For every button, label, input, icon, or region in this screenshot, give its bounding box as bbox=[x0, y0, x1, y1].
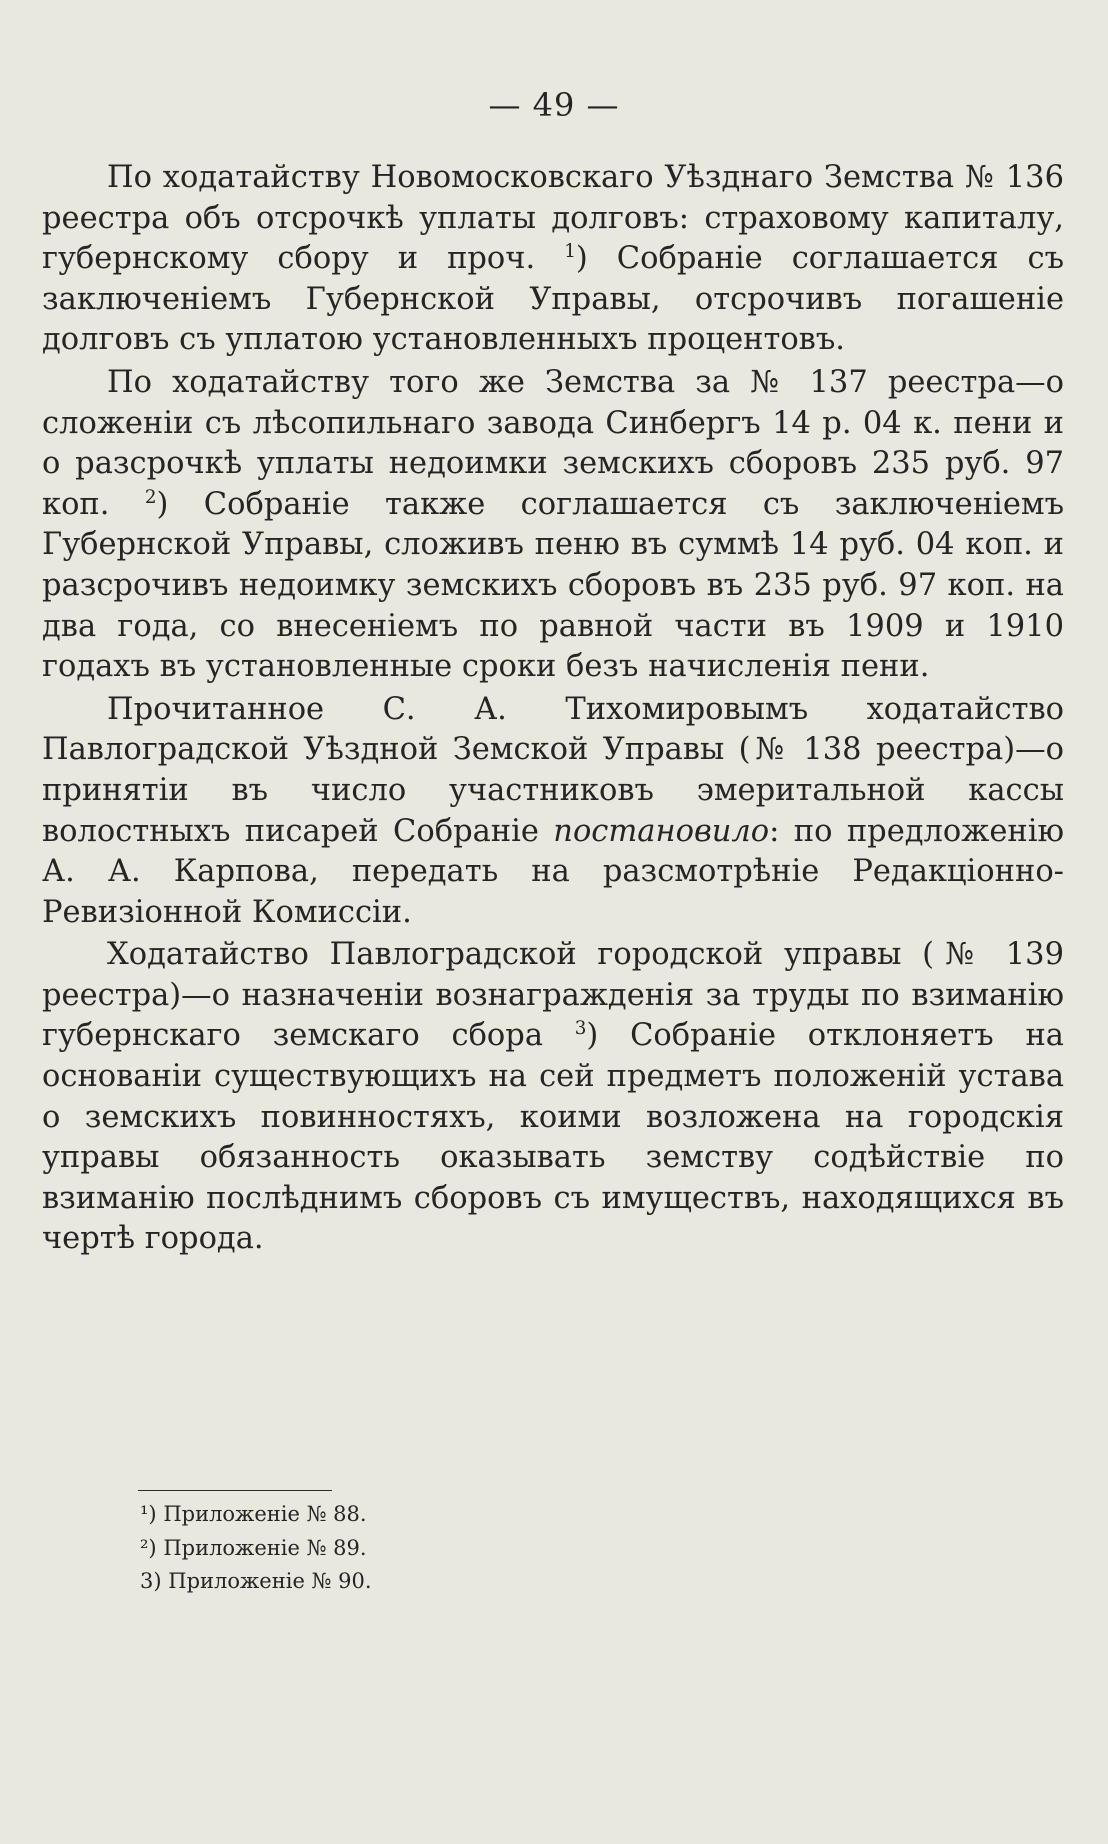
footnote-ref: 2 bbox=[144, 486, 157, 508]
paragraph-novomoskovsk-petition bbox=[42, 158, 1064, 361]
footnote-ref: 1 bbox=[564, 241, 576, 263]
paragraph-text-cont: : по предложенію А. А. Карпова, передать на разсмотрѣніе Редакціонно-Ревизіонной Комиссіи. bbox=[42, 813, 1065, 930]
paragraph-text-cont: ) Собраніе также соглашается съ заключеніемъ Губернской Управы, сложивъ пеню въ суммѣ 14 руб. 04 коп. и разсрочивъ недоимку земскихъ сборовъ въ 235 руб. 97 коп. на два года, со внесеніемъ по равной части въ 1909 и 1910 годахъ въ установленные сроки безъ начисленія пени. bbox=[42, 486, 1064, 685]
footnote-item bbox=[140, 1498, 372, 1532]
page-number: — 49 — bbox=[488, 86, 620, 124]
paragraph-text: Ходатайство Павлоградской городской управы (№ 139 реестра)—о назначеніи вознагражденія за труды по взиманію губернскаго земскаго сбора bbox=[42, 937, 1064, 1054]
footnote-mark: ¹) bbox=[140, 1502, 157, 1526]
footnote-item bbox=[140, 1532, 372, 1566]
paragraph-pavlograd-city-petition bbox=[42, 935, 1064, 1260]
paragraph-text-cont: ) Собраніе соглашается съ заключеніемъ Губернской Управы, отсрочивъ погашеніе долговъ съ уплатою установленныхъ процентовъ. bbox=[42, 241, 1064, 358]
footnote-mark: 3) bbox=[140, 1569, 162, 1593]
body-text bbox=[42, 158, 1064, 1262]
paragraph-text: Прочитанное С. А. Тихомировымъ ходатайство Павлоградской Уѣздной Земской Управы (№ 138 реестра)—о принятіи въ число участниковъ эмеритальной кассы волостныхъ писарей Собраніе bbox=[42, 691, 1064, 849]
emphasis-resolved: постановило bbox=[553, 813, 770, 849]
footnote-text: Приложеніе № 89. bbox=[163, 1535, 367, 1560]
footnote-item bbox=[140, 1565, 372, 1599]
footnote-text: Приложеніе № 90. bbox=[168, 1569, 372, 1593]
footnote-divider bbox=[138, 1490, 332, 1491]
footnote-text: Приложеніе № 88. bbox=[163, 1502, 367, 1526]
paragraph-text: По ходатайству Новомосковскаго Уѣзднаго Земства № 136 реестра объ отсрочкѣ уплаты долговъ: страховому капиталу, губернскому сбору и проч. bbox=[42, 160, 1064, 277]
paragraph-text-cont: ) Собраніе отклоняетъ на основаніи существующихъ на сей предметъ положеній устава о земскихъ повинностяхъ, коими возложена на городскія управы обязанность оказывать земству содѣйствіе по взиманію послѣднимъ сборовъ съ имуществъ, находящихся въ чертѣ города. bbox=[42, 1018, 1064, 1257]
paragraph-pavlograd-uezd-petition bbox=[42, 690, 1064, 934]
paragraph-sawmill-petition bbox=[42, 363, 1064, 688]
footnote-mark: ²) bbox=[140, 1535, 157, 1560]
footnote-ref: 3 bbox=[574, 1018, 587, 1040]
paragraph-text: По ходатайству того же Земства за № 137 реестра—о сложеніи съ лѣсопильнаго завода Синбергъ 14 р. 04 к. пени и о разсрочкѣ уплаты недоимки земскихъ сборовъ 235 руб. 97 коп. bbox=[42, 364, 1064, 522]
footnotes bbox=[140, 1498, 372, 1599]
